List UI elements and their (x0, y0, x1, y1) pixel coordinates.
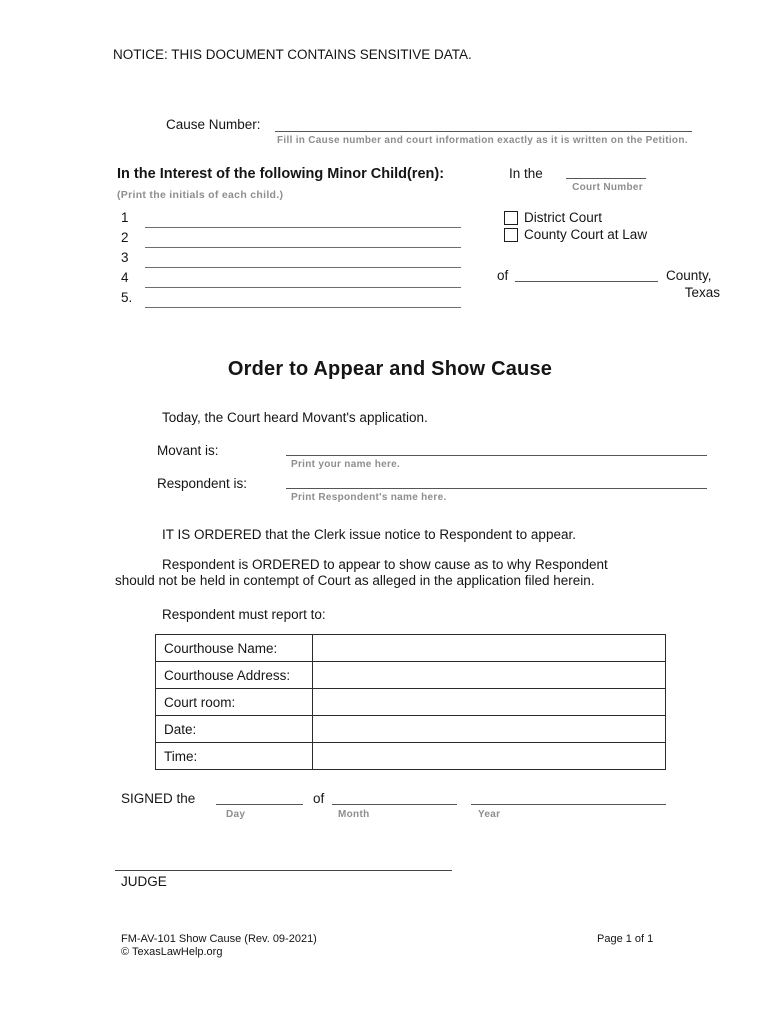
court-number-field[interactable] (566, 164, 646, 179)
signed-of-label: of (313, 791, 325, 806)
sensitive-data-notice: NOTICE: THIS DOCUMENT CONTAINS SENSITIVE DATA. (113, 47, 472, 62)
judge-label: JUDGE (121, 874, 167, 889)
movant-name-field[interactable] (286, 441, 707, 456)
ordered-clerk-paragraph: IT IS ORDERED that the Clerk issue notice to Respondent to appear. (162, 527, 576, 542)
footer-page-number: Page 1 of 1 (597, 933, 654, 945)
courthouse-address-field[interactable] (313, 662, 666, 689)
time-label: Time: (156, 743, 313, 770)
signed-day-field[interactable] (216, 790, 303, 805)
signed-year-field[interactable] (471, 790, 666, 805)
child-3-number: 3 (121, 250, 129, 265)
day-hint: Day (226, 809, 246, 820)
signed-prefix-label: SIGNED the (121, 791, 196, 806)
county-court-checkbox[interactable] (504, 228, 518, 242)
district-court-checkbox[interactable] (504, 211, 518, 225)
report-table (155, 634, 666, 770)
child-1-number: 1 (121, 210, 129, 225)
courthouse-name-label: Courthouse Name: (156, 635, 313, 662)
movant-label: Movant is: (157, 443, 219, 458)
courthouse-address-label: Courthouse Address: (156, 662, 313, 689)
signed-month-field[interactable] (332, 790, 457, 805)
cause-number-label: Cause Number: (166, 117, 261, 132)
respondent-name-field[interactable] (286, 474, 707, 489)
respondent-label: Respondent is: (157, 476, 248, 491)
county-suffix-label: County, (666, 268, 712, 283)
of-label: of (497, 268, 509, 283)
county-name-field[interactable] (515, 267, 658, 282)
interest-subheading: (Print the initials of each child.) (117, 189, 284, 201)
child-5-initials-field[interactable] (145, 293, 461, 308)
court-room-field[interactable] (313, 689, 666, 716)
child-4-initials-field[interactable] (145, 273, 461, 288)
state-label: Texas (684, 285, 720, 300)
child-2-number: 2 (121, 230, 129, 245)
respondent-hint: Print Respondent's name here. (291, 492, 447, 503)
year-hint: Year (478, 809, 501, 820)
report-to-label: Respondent must report to: (162, 607, 326, 622)
ordered-appear-line2: should not be held in contempt of Court as alleged in the application filed herein. (115, 573, 595, 588)
court-number-hint: Court Number (572, 182, 643, 193)
child-1-initials-field[interactable] (145, 213, 461, 228)
table-row (156, 716, 666, 743)
courthouse-name-field[interactable] (313, 635, 666, 662)
date-label: Date: (156, 716, 313, 743)
table-row (156, 635, 666, 662)
child-5-number: 5. (121, 290, 133, 305)
in-the-label: In the (509, 166, 543, 181)
judge-signature-field[interactable] (115, 870, 452, 871)
child-2-initials-field[interactable] (145, 233, 461, 248)
cause-number-hint: Fill in Cause number and court information exactly as it is written on the Petition. (277, 135, 688, 146)
interest-heading: In the Interest of the following Minor Child(ren): (117, 166, 445, 182)
footer-form-id: FM-AV-101 Show Cause (Rev. 09-2021) (121, 933, 317, 945)
cause-number-field[interactable] (275, 117, 692, 132)
document-title: Order to Appear and Show Cause (227, 358, 553, 380)
time-field[interactable] (313, 743, 666, 770)
date-field[interactable] (313, 716, 666, 743)
heard-paragraph: Today, the Court heard Movant's application. (162, 410, 428, 425)
ordered-appear-line1: Respondent is ORDERED to appear to show cause as to why Respondent (162, 557, 608, 572)
court-room-label: Court room: (156, 689, 313, 716)
county-court-label: County Court at Law (524, 227, 648, 242)
table-row (156, 689, 666, 716)
child-4-number: 4 (121, 270, 129, 285)
child-3-initials-field[interactable] (145, 253, 461, 268)
table-row (156, 743, 666, 770)
month-hint: Month (338, 809, 370, 820)
movant-hint: Print your name here. (291, 459, 401, 470)
table-row (156, 662, 666, 689)
district-court-label: District Court (524, 210, 603, 225)
footer-copyright: © TexasLawHelp.org (121, 946, 223, 958)
